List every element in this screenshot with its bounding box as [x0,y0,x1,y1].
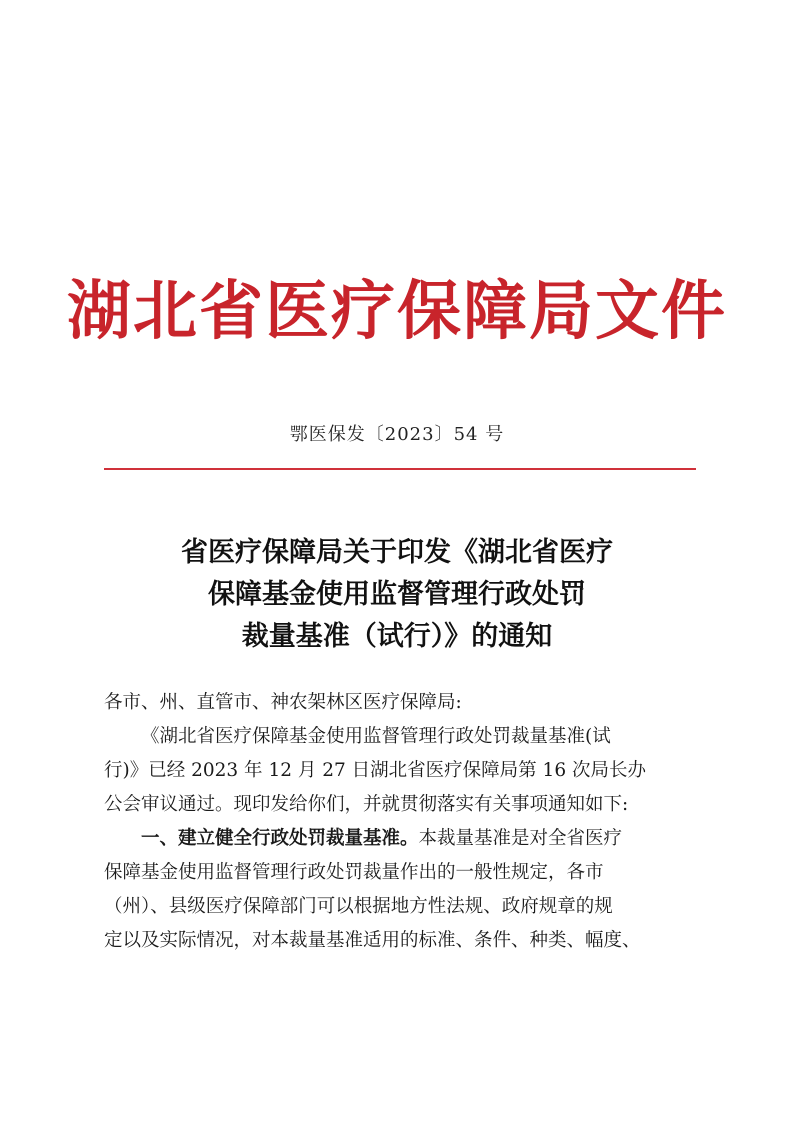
notice-title [0,532,794,658]
paragraph-line: 定以及实际情况，对本裁量基准适用的标准、条件、种类、幅度、 [104,930,641,951]
notice-title-line: 省医疗保障局关于印发《湖北省医疗 [181,537,613,568]
section-heading: 一、建立健全行政处罚裁量基准。 [141,828,419,849]
paragraph-section-1 [104,822,694,958]
paragraph-line: 《湖北省医疗保障基金使用监督管理行政处罚裁量基准(试 [141,726,611,747]
document-header-title: 湖北省医疗保障局文件 [67,274,727,349]
document-body [104,686,694,958]
salutation: 各市、州、直管市、神农架林区医疗保障局: [104,692,462,713]
paragraph-line: （州）、县级医疗保障部门可以根据地方性法规、政府规章的规 [104,896,613,917]
paragraph-line: 保障基金使用监督管理行政处罚裁量作出的一般性规定，各市 [104,862,604,883]
notice-title-line: 裁量基准（试行）》的通知 [241,621,553,652]
document-number: 鄂医保发〔2023〕54 号 [289,424,505,445]
paragraph-line: 本裁量基准是对全省医疗 [418,828,623,849]
paragraph-line: 公会审议通过。现印发给你们，并就贯彻落实有关事项通知如下: [104,794,629,815]
notice-title-line: 保障基金使用监督管理行政处罚 [208,579,586,610]
section-first-line [104,822,694,856]
paragraph-intro [104,720,694,822]
paragraph-line: 行)》已经 2023 年 12 月 27 日湖北省医疗保障局第 16 次局长办 [104,760,646,781]
header-divider-line [104,468,696,470]
